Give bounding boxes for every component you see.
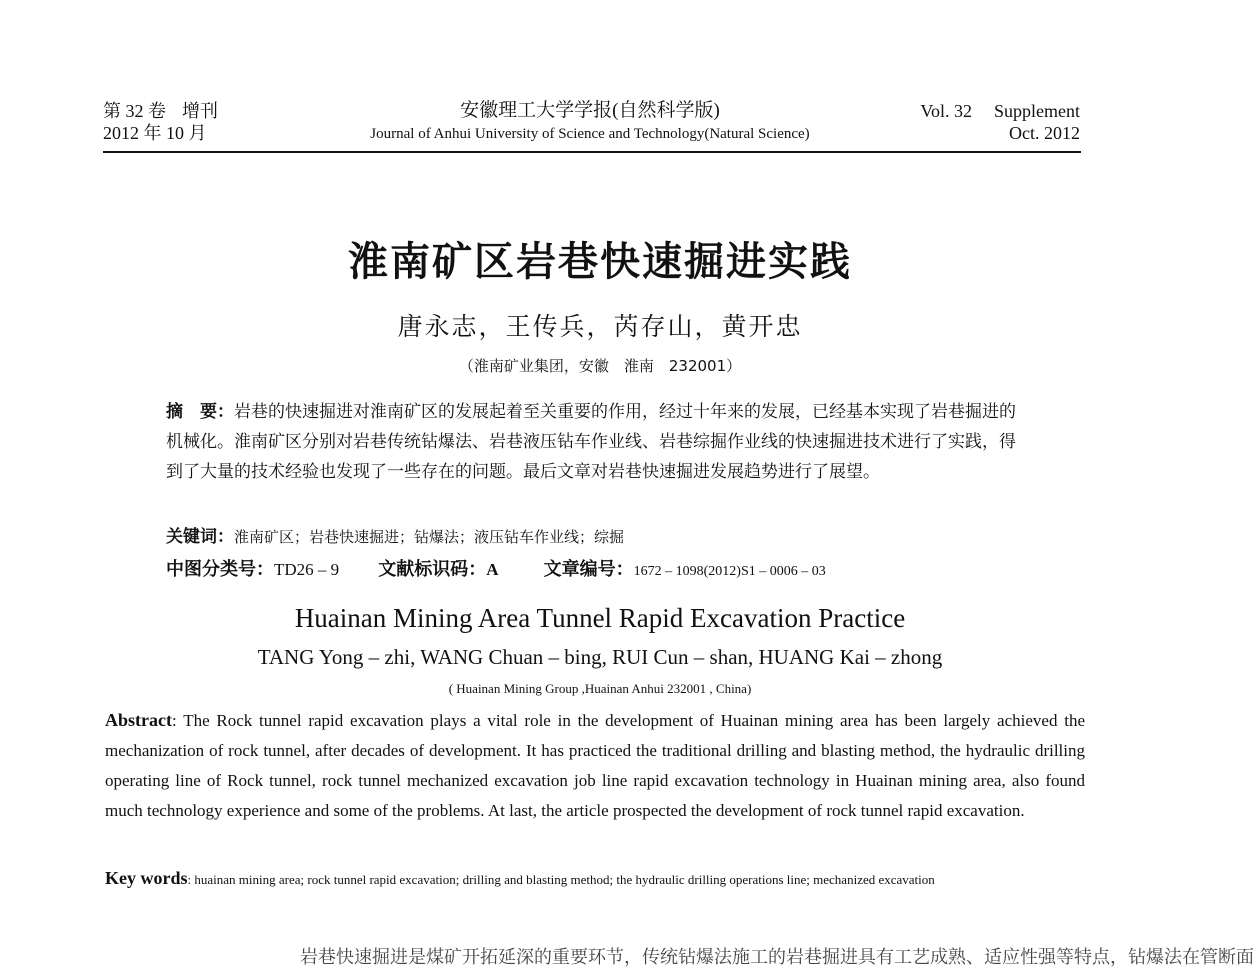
clc-value: TD26 – 9 — [274, 560, 340, 579]
abstract-en-text: The Rock tunnel rapid excavation plays a vital role in the development of Huainan mining area has been largely achieved the mechanization of rock tunnel, after decades of development. It has practiced the traditional drilling and blasting method, the hydraulic drilling operating line of Rock tunnel, rock tunnel mechanized excavation job line rapid excavation technology in Huainan mining area, also found much technology experience and some of the problems. At last, the article prospected the development of rock tunnel rapid excavation. — [105, 711, 1085, 820]
keywords-cn — [166, 522, 1026, 547]
keywords-en: Key words: huainan mining area; rock tunnel rapid excavation; drilling and blasting method; the hydraulic drilling operations line; mechanized excavation — [105, 868, 935, 888]
clc-label: 中图分类号： — [166, 559, 274, 580]
paper-title-en: Huainan Mining Area Tunnel Rapid Excavation Practice — [294, 603, 906, 633]
affiliation-en: ( Huainan Mining Group ,Huainan Anhui 232001 , China) — [448, 681, 752, 696]
date-cn: 2012 年 10 月 — [103, 123, 207, 143]
journal-name-cn: 安徽理工大学学报(自然科学版) — [460, 100, 720, 121]
keywords-en-text: huainan mining area; rock tunnel rapid excavation; drilling and blasting method; the hydraulic drilling operations line; mechanized excavation — [194, 872, 935, 887]
affiliation-cn: （淮南矿业集团，安徽 淮南 232001） — [458, 357, 742, 375]
date-en: Oct. 2012 — [1009, 123, 1080, 143]
paper-title-cn: 淮南矿区岩巷快速掘进实践 — [348, 239, 852, 284]
abstract-cn-text: 岩巷的快速掘进对淮南矿区的发展起着至关重要的作用，经过十年来的发展，已经基本实现了岩巷掘进的机械化。淮南矿区分别对岩巷传统钻爆法、岩巷液压钻车作业线、岩巷综掘作业线的快速掘进技术进行了实践，得到了大量的技术经验也发现了一些存在的问题。最后文章对岩巷快速掘进发展趋势进行了展望。 — [166, 402, 1016, 481]
keywords-cn-text: 淮南矿区；岩巷快速掘进；钻爆法；液压钻车作业线；综掘 — [234, 528, 625, 546]
issue-cn: 增刊 — [182, 101, 218, 121]
header-right — [920, 100, 1080, 144]
header-left — [103, 100, 218, 144]
volume-cn: 第 32 卷 — [103, 101, 166, 121]
doc-code-value: A — [486, 560, 499, 579]
header-rule — [103, 151, 1081, 153]
authors-cn: 唐永志，王传兵，芮存山，黄开忠 — [397, 314, 803, 341]
doc-code-label: 文献标识码： — [378, 559, 487, 580]
abstract-en: Abstract: The Rock tunnel rapid excavation plays a vital role in the development of Huainan mining area has been largely achieved the mechanization of rock tunnel, after decades of development. It has practiced the traditional drilling and blasting method, the hydraulic drilling operating line of Rock tunnel, rock tunnel mechanized excavation job line rapid excavation technology in Huainan mining area, also found much technology experience and some of the problems. At last, the article prospected the development of rock tunnel rapid excavation. — [105, 710, 1085, 820]
body-text-first-line: 岩巷快速掘进是煤矿开拓延深的重要环节，传统钻爆法施工的岩巷掘进具有工艺成熟、适应性强等特点，钻爆法在管断面 — [300, 947, 1254, 967]
authors-en: TANG Yong – zhi, WANG Chuan – bing, RUI Cun – shan, HUANG Kai – zhong — [257, 645, 943, 669]
volume-en: Vol. 32 — [920, 101, 972, 121]
article-no-label: 文章编号： — [543, 559, 634, 580]
abstract-cn-label: 摘 要： — [166, 402, 234, 422]
article-no-value: 1672 – 1098(2012)S1 – 0006 – 03 — [633, 564, 826, 579]
header-center — [320, 100, 860, 145]
abstract-en-label: Abstract — [105, 710, 172, 730]
journal-name-en: Journal of Anhui University of Science and Technology(Natural Science) — [370, 126, 810, 142]
keywords-en-label: Key words — [105, 868, 188, 888]
keywords-cn-label: 关键词： — [166, 527, 234, 547]
issue-en: Supplement — [994, 101, 1080, 121]
abstract-cn — [166, 397, 1026, 487]
classification-line — [166, 555, 826, 581]
body-text-cut-off — [300, 947, 1254, 967]
